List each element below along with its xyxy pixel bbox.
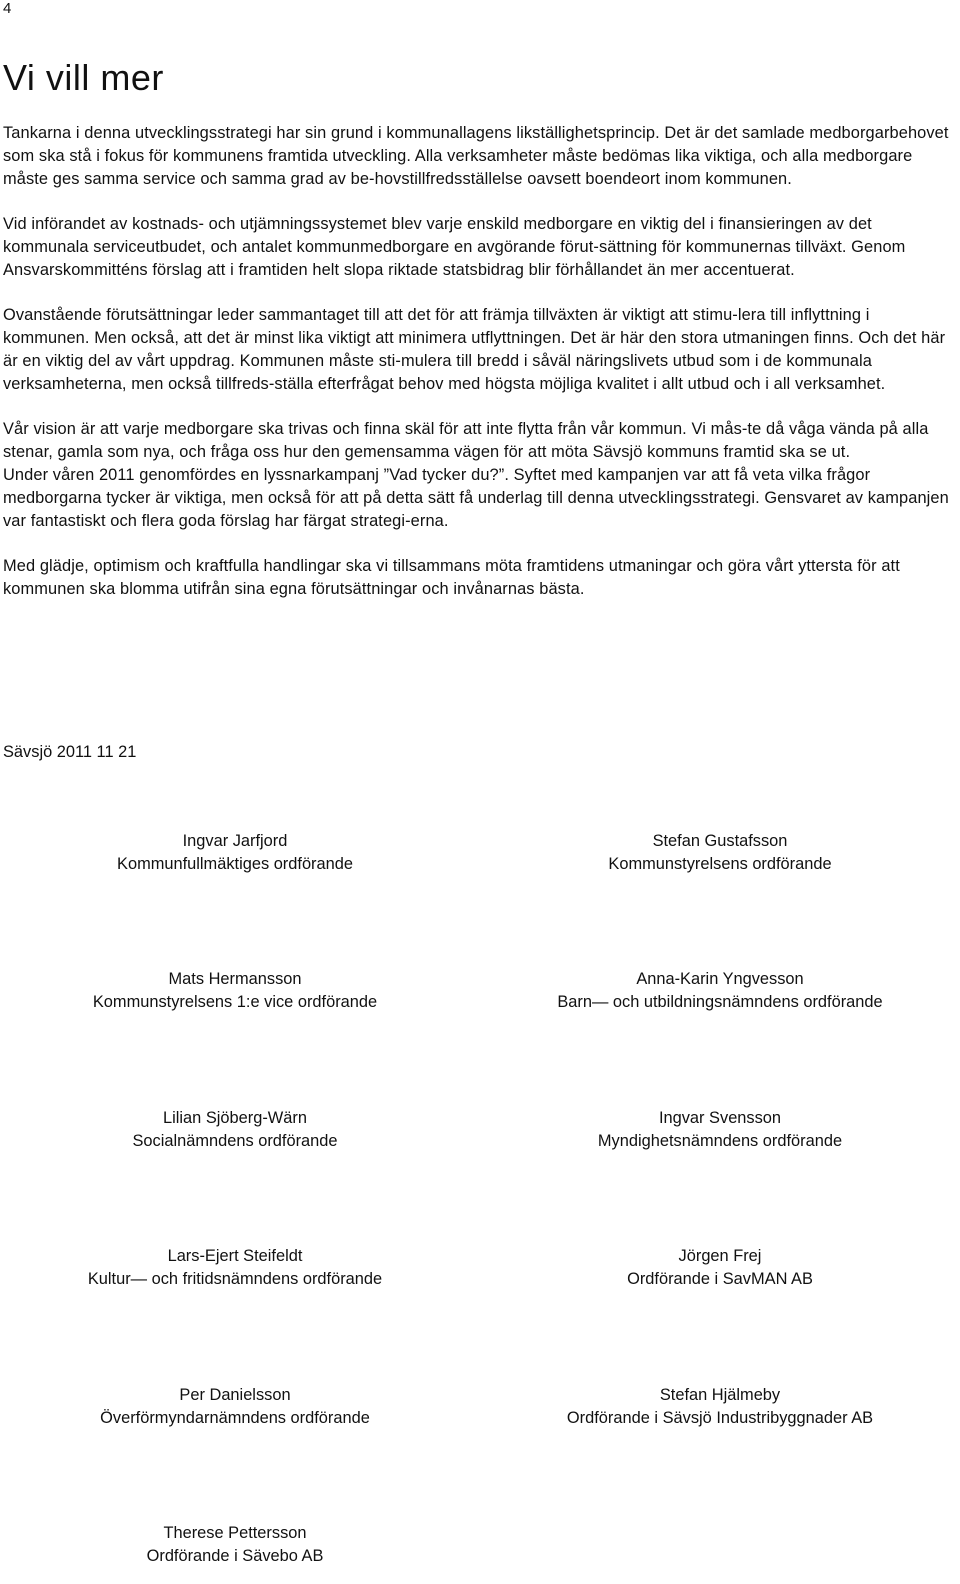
signatory-role: Kommunfullmäktiges ordförande — [117, 855, 353, 873]
signature — [0, 1522, 470, 1568]
signature — [0, 1245, 470, 1291]
signature — [0, 830, 470, 876]
signatory-name: Mats Hermansson — [168, 970, 302, 988]
signatory-name: Lars-Ejert Steifeldt — [167, 1247, 303, 1265]
signatory-role: Ordförande i Sävebo AB — [146, 1547, 324, 1565]
signatory-name: Ingvar Svensson — [658, 1109, 782, 1127]
signatory-role: Kultur— och fritidsnämndens ordförande — [87, 1270, 383, 1288]
paragraph: Vår vision är att varje medborgare ska trivas och finna skäl för att inte flytta från vår kommun. Vi mås-te då våga vända på alla stenar, gamla som nya, och fråga oss hur den gemensamma vägen för att möta Sävsjö kommuns framtid ska se ut. — [3, 420, 929, 461]
signatory-name: Stefan Hjälmeby — [659, 1386, 781, 1404]
signatory-name: Jörgen Frej — [678, 1247, 762, 1265]
signatory-name: Ingvar Jarfjord — [182, 832, 288, 850]
paragraph: Ovanstående förutsättningar leder sammantaget till att det för att främja tillväxten är viktigt att stimu-lera till inflyttning i kommunen. Men också, att det är minst lika viktigt att minimera utflyttningen. Det är här den stora utmaningen finns. Och det här är en viktig del av vårt uppdrag. Kommunen måste sti-mulera till bredd i såväl näringslivets utbud som i de kommunala verksamheterna, men också tillfreds-ställa efterfrågat behov med högsta möjliga kvalitet i allt utbud och i all verksamhet. — [3, 306, 946, 393]
paragraph: Tankarna i denna utvecklingsstrategi har sin grund i kommunallagens likställighetsprincip. Det är det samlade medborgarbehovet som ska stå i fokus för kommunens framtida utveckling. Alla verksamheter måste bedömas lika viktiga, och alla medborgare måste ges samma service och samma grad av be-hovstillfredsställelse oavsett boendeort inom kommunen. — [3, 124, 949, 188]
signatory-role: Kommunstyrelsens 1:e vice ordförande — [92, 993, 378, 1011]
signatory-role: Socialnämndens ordförande — [132, 1132, 338, 1150]
signatory-role: Ordförande i SavMAN AB — [627, 1270, 813, 1288]
dateline: Sävsjö 2011 11 21 — [3, 743, 137, 761]
signatory-name: Anna-Karin Yngvesson — [636, 970, 804, 988]
paragraph: Med glädje, optimism och kraftfulla handlingar ska vi tillsammans möta framtidens utmaningar och göra vårt yttersta för att kommunen ska blomma utifrån sina egna förutsättningar och invånarnas bästa. — [3, 557, 900, 598]
signature — [485, 1384, 955, 1430]
signatory-name: Per Danielsson — [179, 1386, 291, 1404]
page-title: Vi vill mer — [3, 57, 164, 98]
signature — [0, 1107, 470, 1153]
signatory-role: Kommunstyrelsens ordförande — [608, 855, 832, 873]
signatory-name: Stefan Gustafsson — [652, 832, 788, 850]
signature — [0, 968, 470, 1014]
signature — [485, 1107, 955, 1153]
signatory-name: Lilian Sjöberg-Wärn — [163, 1109, 307, 1127]
signature — [485, 830, 955, 876]
signatory-role: Ordförande i Sävsjö Industribyggnader AB — [566, 1409, 874, 1427]
signature — [485, 1245, 955, 1291]
signature — [485, 968, 955, 1014]
paragraph: Vid införandet av kostnads- och utjämningssystemet blev varje enskild medborgare en viktig del i finansieringen av det kommunala serviceutbudet, och antalet kommunmedborgare en avgörande förut-sättning för kommunernas tillväxt. Genom Ansvarskommitténs förslag att i framtiden helt slopa riktade statsbidrag blir förhållandet än mer accentuerat. — [3, 215, 906, 279]
signatory-role: Barn— och utbildningsnämndens ordförande — [557, 993, 883, 1011]
signatory-role: Överförmyndarnämndens ordförande — [100, 1409, 370, 1427]
signature — [0, 1384, 470, 1430]
page-number: 4 — [3, 0, 12, 17]
signatory-role: Myndighetsnämndens ordförande — [597, 1132, 843, 1150]
paragraph: Under våren 2011 genomfördes en lyssnarkampanj ”Vad tycker du?”. Syftet med kampanjen var att få veta vilka frågor medborgarna tycker är viktiga, men också för att på detta sätt få underlag till denna utvecklingsstrategi. Gensvaret av kampanjen var fantastiskt och flera goda förslag har färgat strategi-erna. — [3, 466, 949, 530]
signatory-name: Therese Pettersson — [163, 1524, 307, 1542]
